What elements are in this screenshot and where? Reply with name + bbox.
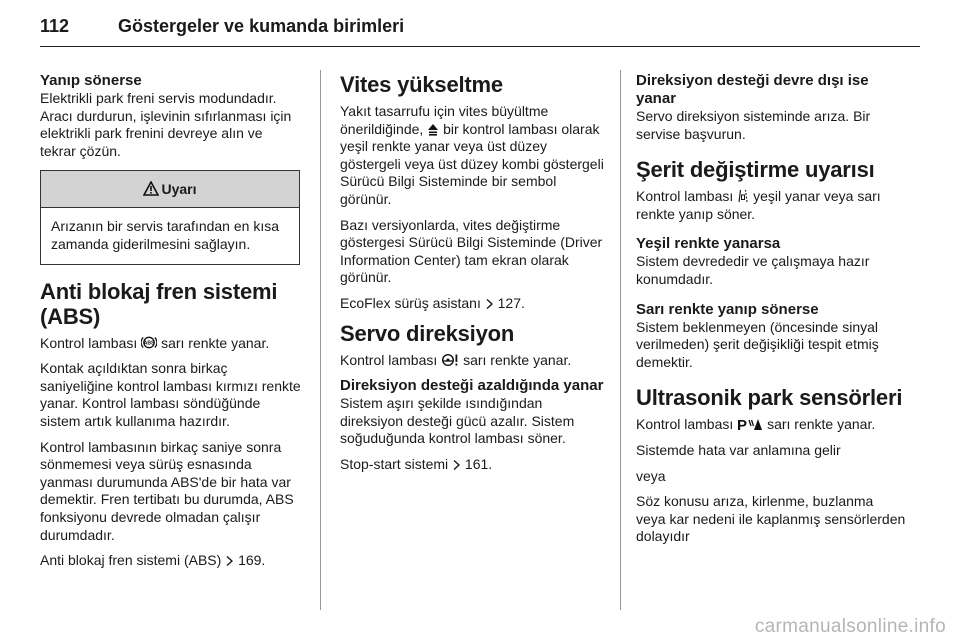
warning-text: Arızanın bir servis tarafından en kısa zamanda giderilmesini sağlayın.	[51, 218, 279, 252]
svg-text:P: P	[737, 417, 748, 432]
page-ref-arrow-icon	[452, 459, 461, 471]
paragraph-park-1: Kontrol lambası P sarı renkte yanar.	[636, 416, 876, 433]
paragraph-gear-1: Yakıt tasarrufu için vites büyültme önerildiğinde, bir kontrol lambası olarak yeşil renkte yanar veya üst düzey göstergeli veya üst düzey kombi göstergeli Sürücü Bilgi Sisteminde bir sembol görünür.	[340, 103, 604, 207]
heading-power-steering: Servo direksiyon	[340, 320, 515, 346]
column-left	[40, 72, 302, 578]
paragraph-park-3: veya	[636, 467, 666, 484]
paragraph-green-lit: Sistem devrededir ve çalışmaya hazır konumdadır.	[636, 253, 870, 287]
paragraph-flashing: Elektrikli park freni servis modundadır. Aracı durdurun, işlevinin sıfırlanması için elektrikli park frenini devreye alın ve tekrar çözün.	[40, 90, 292, 159]
page-number: 112	[40, 16, 70, 36]
column-middle	[340, 72, 606, 482]
watermark: carmanualsonline.info	[754, 616, 946, 637]
heading-lane-change: Şerit değiştirme uyarısı	[636, 157, 875, 183]
column-right	[636, 72, 906, 554]
warning-title: Uyarı	[161, 181, 197, 198]
warning-triangle-icon	[143, 181, 159, 196]
paragraph-yellow-flashing: Sistem beklenmeyen (öncesinde sinyal verilmeden) şerit değişikliği tespit etmiş demektir.	[636, 318, 879, 370]
page-header	[40, 16, 920, 47]
page-ref-arrow-icon	[225, 555, 234, 567]
column-divider	[620, 70, 621, 610]
heading-abs: Anti blokaj fren sistemi (ABS)	[40, 278, 278, 329]
paragraph-reduced-assist: Sistem aşırı şekilde ısındığından direksiyon desteği gücü azalır. Sistem soğuduğunda kontrol lambası söner.	[340, 395, 575, 447]
paragraph-abs-ref: Anti blokaj fren sistemi (ABS) 169.	[40, 552, 266, 569]
warning-header	[41, 171, 299, 208]
page-ref-link[interactable]: 169.	[238, 552, 266, 569]
paragraph-park-2: Sistemde hata var anlamına gelir	[636, 441, 841, 458]
page-ref-arrow-icon	[485, 298, 494, 310]
heading-assist-disabled: Direksiyon desteği devre dışı ise yanar	[636, 72, 869, 107]
paragraph-lane: Kontrol lambası yeşil yanar veya sarı renkte yanıp söner.	[636, 188, 881, 222]
paragraph-servo: Kontrol lambası sarı renkte yanar.	[340, 351, 572, 368]
upshift-icon	[427, 123, 439, 136]
paragraph-stop-start-ref: Stop-start sistemi 161.	[340, 455, 493, 472]
page-ref-link[interactable]: 127.	[497, 294, 525, 311]
paragraph-assist-disabled: Servo direksiyon sisteminde arıza. Bir servise başvurun.	[636, 108, 871, 142]
svg-text:ABS: ABS	[143, 340, 155, 347]
steering-wheel-icon	[441, 353, 459, 367]
heading-flashing: Yanıp sönerse	[40, 72, 142, 89]
paragraph-gear-2: Bazı versiyonlarda, vites değiştirme göstergesi Sürücü Bilgi Sisteminde (Driver Information Center) tam ekran olarak görünür.	[340, 216, 603, 286]
heading-parking-sensors: Ultrasonik park sensörleri	[636, 385, 903, 411]
heading-green-lit: Yeşil renkte yanarsa	[636, 235, 781, 253]
paragraph-abs-3: Kontrol lambasının birkaç saniye sonra sönmemesi veya sürüş esnasında yanması durumunda ABS'de bir hata var demektir. Fren tertibatı bu durumda, ABS fonksiyonu devrede olmadan çalışır durumdadır.	[40, 438, 294, 543]
page-ref-link[interactable]: 161.	[464, 455, 493, 472]
paragraph-park-4: Söz konusu arıza, kirlenme, buzlanma veya kar nedeni ile kaplanmış sensörlerden dolayıdır	[636, 493, 906, 545]
paragraph-gear-ref: EcoFlex sürüş asistanı 127.	[340, 294, 525, 311]
warning-box	[40, 170, 300, 264]
column-divider	[320, 70, 321, 610]
abs-icon	[141, 335, 157, 350]
heading-yellow-flashing: Sarı renkte yanıp sönerse	[636, 300, 819, 318]
parking-sensor-icon	[737, 417, 763, 431]
heading-gear-shift: Vites yükseltme	[340, 72, 503, 97]
lane-change-icon	[737, 189, 749, 203]
paragraph-abs-1: Kontrol lambası ABS sarı renkte yanar.	[40, 334, 270, 351]
heading-reduced-assist: Direksiyon desteği azaldığında yanar	[340, 377, 604, 395]
chapter-title: Göstergeler ve kumanda birimleri	[118, 16, 405, 36]
paragraph-abs-2: Kontak açıldıktan sonra birkaç saniyeliğine kontrol lambası kırmızı renkte yanar. Kontrol lambası söndüğünde sistem artık kullanıma hazırdır.	[40, 360, 301, 429]
